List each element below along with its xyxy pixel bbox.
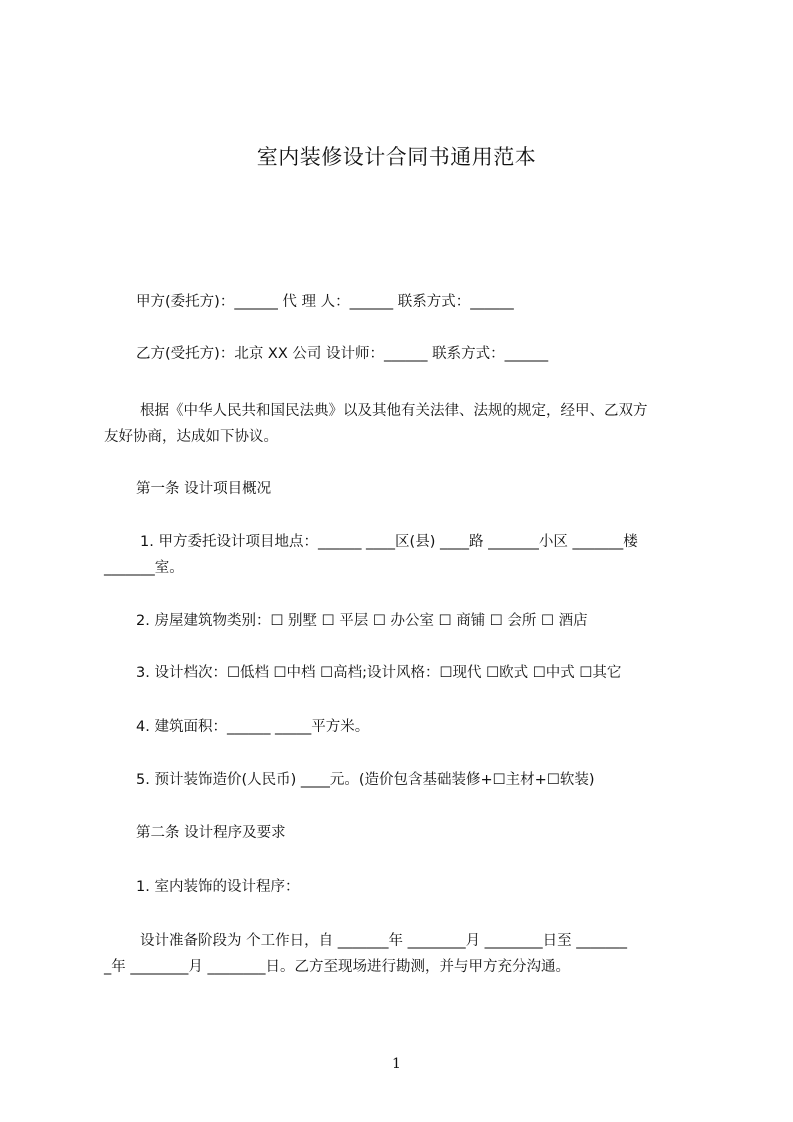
prep-stage-line-2: _年 ________月 ________日。乙方至现场进行勘测，并与甲方充分沟通。: [104, 959, 570, 975]
article-2-heading: 第二条 设计程序及要求: [136, 825, 286, 841]
page-number: 1: [392, 1056, 401, 1072]
document-title: 室内装修设计合同书通用范本: [256, 145, 537, 169]
article-1-heading: 第一条 设计项目概况: [136, 481, 272, 497]
party-b-line: 乙方(受托方)：北京 XX 公司 设计师：______ 联系方式：______: [136, 346, 549, 362]
article-1-item-2: 2. 房屋建筑物类别：☐ 别墅 ☐ 平层 ☐ 办公室 ☐ 商铺 ☐ 会所 ☐ 酒店: [136, 613, 588, 629]
article-1-item-1-line-2: _______室。: [104, 560, 184, 576]
article-2-item-1: 1. 室内装饰的设计程序：: [136, 879, 300, 895]
article-1-item-5: 5. 预计装饰造价(人民币) ____元。(造价包含基础装修+☐主材+☐软装): [136, 772, 595, 788]
party-a-line: 甲方(委托方)：______ 代 理 人：______ 联系方式：______: [136, 294, 514, 310]
article-1-item-4: 4. 建筑面积：______ _____平方米。: [136, 719, 370, 735]
intro-paragraph-line-1: 根据《中华人民共和国民法典》以及其他有关法律、法规的规定，经甲、乙双方: [140, 403, 648, 419]
intro-paragraph-line-2: 友好协商，达成如下协议。: [104, 429, 278, 445]
prep-stage-line-1: 设计准备阶段为 个工作日，自 _______年 ________月 ________日至 _______: [140, 933, 628, 949]
article-1-item-1-line-1: 1. 甲方委托设计项目地点：______ ____区(县) ____路 _______小区 _______楼: [140, 534, 638, 550]
article-1-item-3: 3. 设计档次：☐低档 ☐中档 ☐高档;设计风格：☐现代 ☐欧式 ☐中式 ☐其它: [136, 665, 622, 681]
